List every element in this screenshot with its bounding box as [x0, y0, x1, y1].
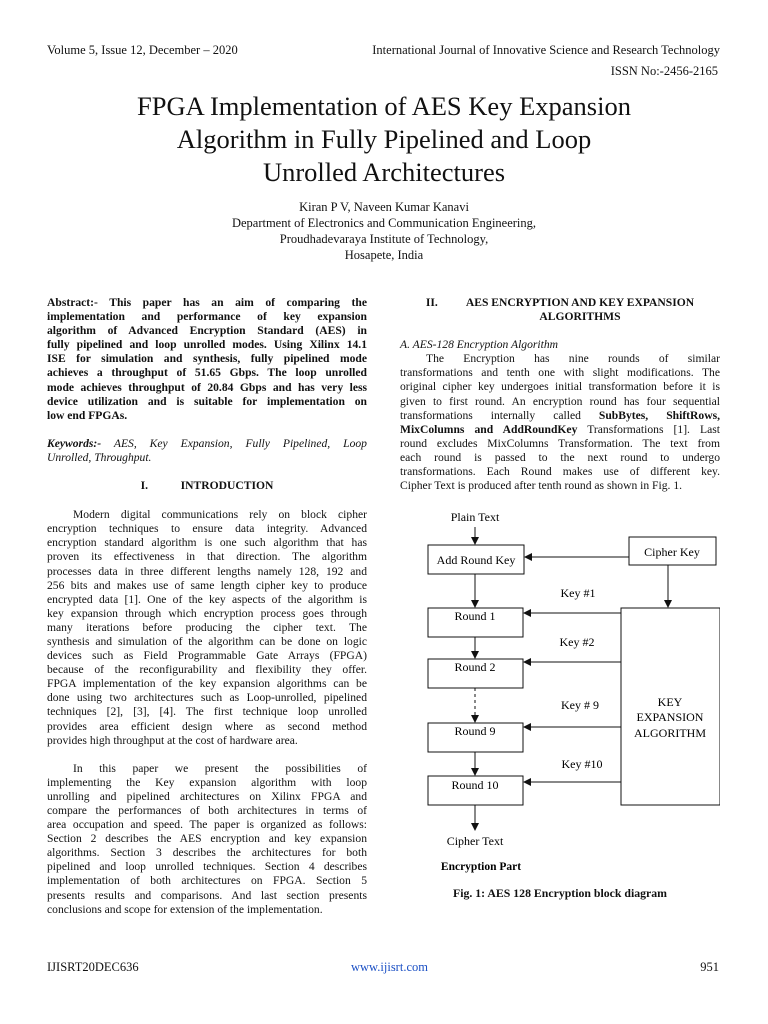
section-number: II.	[425, 296, 438, 309]
title-line: FPGA Implementation of AES Key Expansion	[137, 91, 631, 121]
kea-label-line2: EXPANSION	[636, 710, 704, 724]
author-location: Hosapete, India	[344, 248, 424, 262]
abstract-line: fully pipelined and loop unrolled modes. Using Xilinx 14.1	[47, 338, 367, 352]
text-line: presents results and comparisons. And last section presents	[47, 888, 367, 902]
page-number: 951	[700, 960, 719, 974]
website-link[interactable]: www.ijisrt.com	[351, 960, 428, 974]
key-10-label: Key #10	[561, 757, 603, 771]
text-line: FPGA implementation of the key expansion algorithms can be	[47, 677, 367, 691]
text-line: done using two architectures such as Loop-unrolled, pipelined	[47, 691, 367, 705]
aes-block-diagram	[400, 506, 720, 906]
journal-volume: Volume 5, Issue 12, December – 2020	[47, 43, 238, 57]
section-title: INTRODUCTION	[180, 479, 274, 493]
author-names: Kiran P V, Naveen Kumar Kanavi	[299, 200, 469, 214]
author-block	[0, 199, 768, 263]
text-line: processes data in three different lengths namely 128, 192 and	[47, 564, 367, 578]
author-institute: Proudhadevaraya Institute of Technology,	[279, 232, 489, 246]
text-line: techniques [2], [3], [4]. The first technique loop unrolled	[47, 705, 367, 719]
text-line: area occupation and speed. The paper is organized as follows:	[47, 818, 367, 832]
text-line: transformations. Each Round makes use of different key.	[400, 465, 720, 479]
round-9-label: Round 9	[454, 724, 496, 738]
text-line: algorithms. Section 3 describes the architectures for both	[47, 846, 367, 860]
text-line: key expansion through which encryption process goes through	[47, 606, 367, 620]
title-line: Algorithm in Fully Pipelined and Loop	[176, 124, 592, 154]
keywords	[47, 437, 367, 465]
paper-id: IJISRT20DEC636	[47, 960, 139, 974]
text-line: many iterations before producing the cipher text. The	[47, 620, 367, 634]
encryption-part-label: Encryption Part	[440, 861, 522, 873]
abstract	[47, 296, 367, 423]
key-2-label: Key #2	[559, 635, 595, 649]
abstract-label: Abstract:-	[47, 296, 98, 309]
text-line: MixColumns and AddRoundKey Transformations [1]. Last	[400, 422, 720, 436]
keywords-line: Unrolled, Throughput.	[47, 450, 152, 464]
text-line: provides area efficient design where as second method	[47, 719, 367, 733]
text-line: Modern digital communications rely on block cipher	[73, 508, 367, 522]
add-round-key-label: Add Round Key	[436, 553, 516, 567]
journal-name: International Journal of Innovative Science and Research Technology	[372, 43, 720, 57]
kea-label-line3: ALGORITHM	[634, 726, 706, 740]
text-line: round excludes MixColumns Transformation. The text from	[400, 436, 720, 450]
cipher-text-label: Cipher Text	[446, 834, 504, 848]
figure-caption: Fig. 1: AES 128 Encryption block diagram	[452, 886, 667, 900]
intro-paragraph-1	[47, 508, 367, 748]
abstract-line: ISE for simulation and synthesis, fully pipelined mode	[47, 352, 367, 366]
text-line: implementing the Key expansion algorithm with loop	[47, 775, 367, 789]
abstract-line: algorithm of Advanced Encryption Standard (AES) in	[47, 324, 367, 338]
cipher-key-label: Cipher Key	[644, 545, 700, 559]
text-line: 256 bits and makes use of same length cipher key to produce	[47, 578, 367, 592]
author-department: Department of Electronics and Communication Engineering,	[231, 216, 537, 230]
kea-label-line1: KEY	[657, 695, 683, 709]
title-line: Unrolled Architectures	[262, 157, 506, 187]
text-line: encryption standard algorithm is one such algorithm that has	[47, 536, 367, 550]
left-column	[47, 296, 367, 917]
text-line: pipelined and loop unrolled techniques. Section 4 describes	[47, 860, 367, 874]
text-line: encryption techniques to ensure data integrity. Advanced	[47, 522, 367, 536]
section-title-cont: ALGORITHMS	[539, 310, 621, 324]
aes-paragraph	[400, 352, 720, 493]
round-10-label: Round 10	[451, 778, 499, 792]
section-heading-aes	[400, 296, 720, 324]
text-line: compare the performances of both architectures in terms of	[47, 804, 367, 817]
paper-title	[60, 90, 708, 189]
text-line: transformations internally called SubBytes, ShiftRows,	[400, 408, 720, 422]
key-9-label: Key # 9	[561, 698, 599, 712]
abstract-line: Abstract:- This paper has an aim of comparing the	[47, 296, 367, 309]
right-column	[400, 296, 720, 493]
section-heading-introduction	[47, 479, 367, 493]
abstract-line: mode achieves throughput of 20.84 Gbps and has very less	[47, 380, 367, 394]
subsection-heading: A. AES-128 Encryption Algorithm	[400, 338, 559, 352]
text-line: The Encryption has nine rounds of similar	[426, 352, 720, 366]
text-line: provides high throughput at the cost of hardware area.	[47, 733, 298, 747]
journal-issn: ISSN No:-2456-2165	[610, 64, 718, 78]
text-line: Section 2 describes the AES encryption and key expansion	[47, 832, 367, 846]
text-line: In this paper we present the possibilities of	[73, 761, 367, 775]
text-line: each round is passed to the next round to undergo	[400, 450, 720, 464]
key-1-label: Key #1	[560, 586, 596, 600]
text-line: encrypted data [1]. One of the key aspects of the algorithm is	[47, 592, 367, 606]
intro-paragraph-2	[47, 762, 367, 917]
text-line: transformations and tenth one with slight modifications. The	[400, 366, 720, 380]
text-line: devices such as Field Programmable Gate Arrays (FPGA)	[47, 649, 367, 663]
round-1-label: Round 1	[454, 609, 496, 623]
section-number: I.	[140, 479, 149, 493]
abstract-line: device utilization and is suitable for implementation on	[47, 394, 367, 408]
abstract-line: low end FPGAs.	[47, 408, 128, 422]
text-line: because of the reconfigurability and flexibility they offer.	[47, 663, 367, 677]
plain-text-label: Plain Text	[450, 510, 500, 524]
text-line: implementation of both architectures on FPGA. Section 5	[47, 874, 367, 888]
keywords-label: Keywords:-	[47, 436, 102, 450]
text-line: given to first round. An encryption round has four sequential	[400, 394, 720, 408]
text-line: unrolling and pipelined architectures on Xilinx FPGA and	[47, 789, 367, 803]
text-line: synthesis and simulation of the algorithm can be done on logic	[47, 634, 367, 648]
text-line: Cipher Text is produced after tenth round as shown in Fig. 1.	[400, 479, 683, 493]
text-line: original cipher key undergoes initial transformation before it is	[400, 380, 720, 394]
section-title: AES ENCRYPTION AND KEY EXPANSION	[465, 296, 695, 309]
keywords-line: Keywords:- AES, Key Expansion, Fully Pipelined, Loop	[47, 436, 367, 450]
text-line: proven its effectiveness in that direction. The algorithm	[47, 550, 367, 564]
text-line: conclusions and scope for extension of the implementation.	[47, 902, 323, 916]
abstract-line: implementation and performance of key expansion	[47, 310, 367, 324]
abstract-line: achieves a throughput of 51.65 Gbps. The loop unrolled	[47, 366, 367, 380]
round-2-label: Round 2	[454, 660, 496, 674]
